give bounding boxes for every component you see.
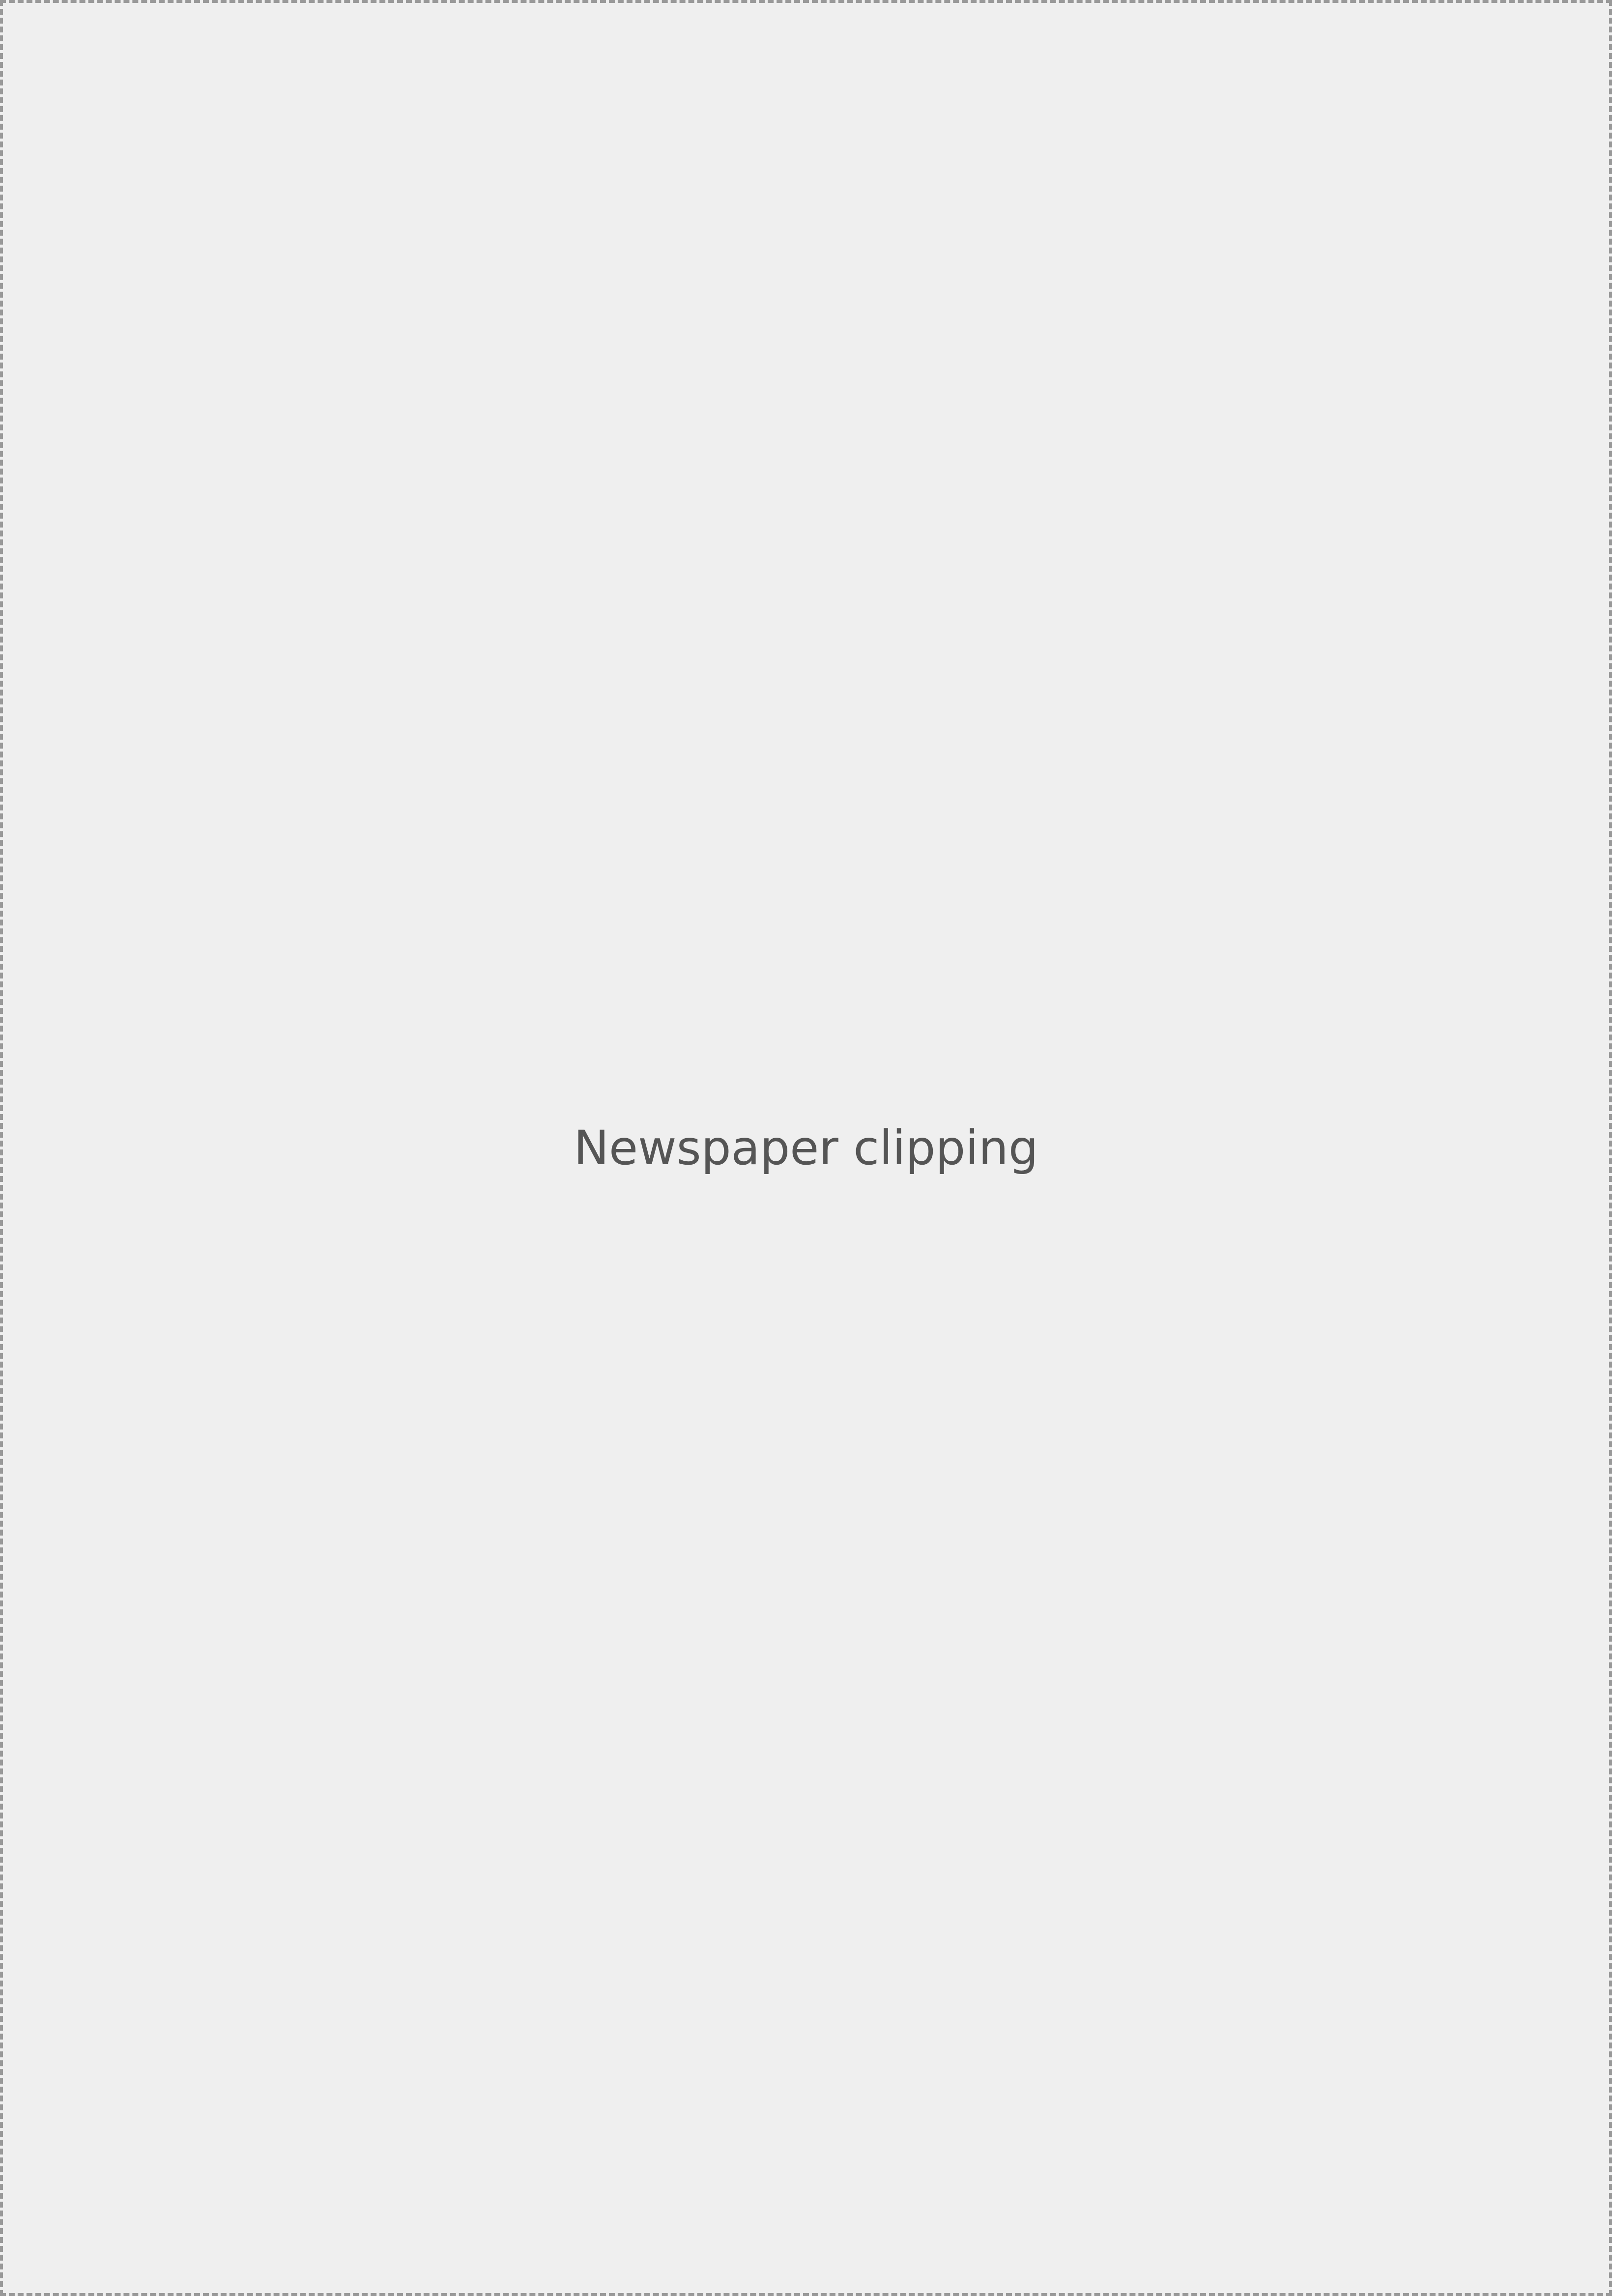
placeholder-label: Newspaper clipping	[574, 1120, 1038, 1176]
